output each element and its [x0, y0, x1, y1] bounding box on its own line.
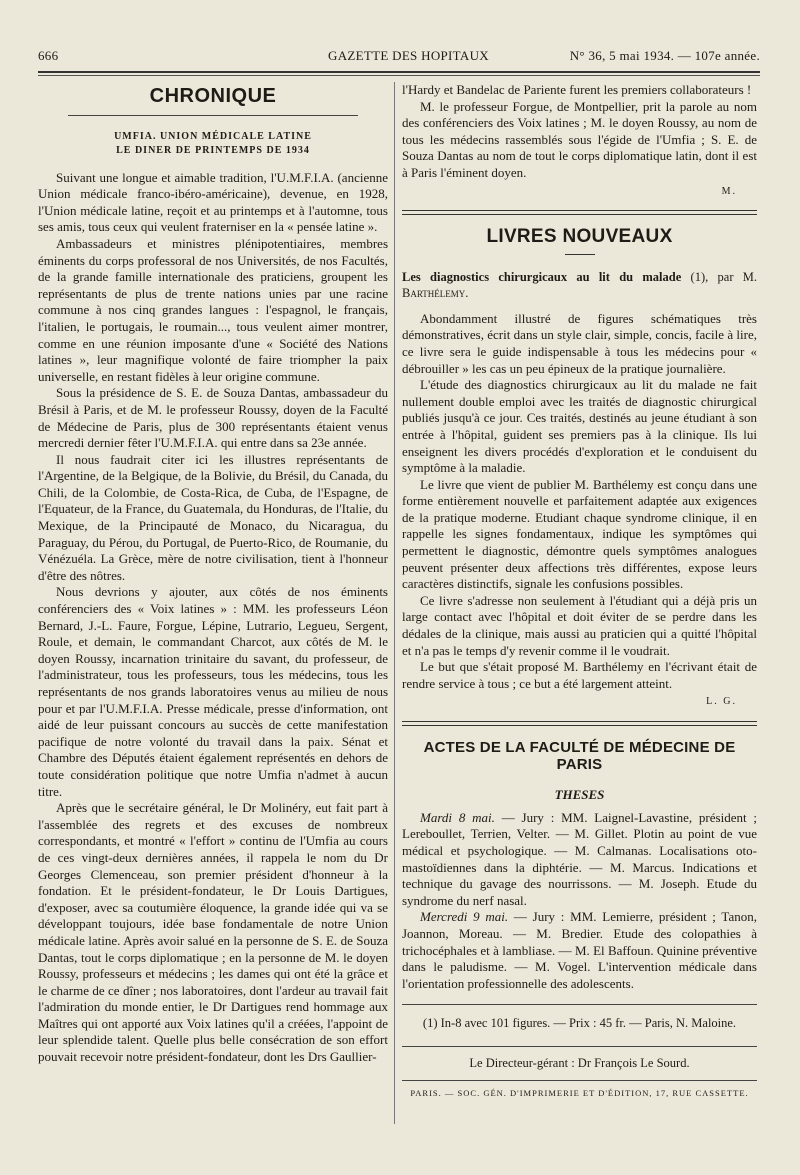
- livres-signature: L. G.: [706, 696, 737, 708]
- chronique-paragraph: Nous devrions y ajouter, aux côtés de nos éminents conférenciers des « Voix latines » : MM. les professeurs Léon Bernard, J.-L. Faure, Forgue, Lépine, Lutrario, Legueu, Sergent, Roule, et demain, le commandant Charcot, aux côtés de M. le doyen Roussy, incarnation trinitaire du savant, du professeur, de l'administrateur, tous les professeurs, tous les médecins, tous les représentants de nos grands laboratoires venus au milieu de nous pour et par l'U.M.F.I.A. Presse médicale, presse d'information, ont aidé de leur puissant concours au succès de cette manifestation pacifique de notre volonté du travail dans la paix. Sénat et Chambre des Députés étaient également représentés en dehors de toute considération politique que notre Umfia n'admet à aucun titre.: [38, 584, 388, 799]
- livres-title: LIVRES NOUVEAUX: [486, 226, 673, 248]
- chronique-rule: [68, 115, 358, 116]
- book-heading: [402, 269, 757, 301]
- chronique-paragraph: Il nous faudrait citer ici les illustres représentants de l'Argentine, de la Belgique, de la Bolivie, du Brésil, du Canada, du Chili, de la Colombie, de Costa-Rica, de Cuba, de l'Espagne, de l'Equateur, de la France, du Guatemala, du Honduras, de l'Italie, du Mexique, de la Principauté de Monaco, du Nicaragua, du Paraguay, du Pérou, du Portugal, de Puerto-Rico, de Roumanie, du Vénézuéla. La Grèce, mère de notre civilisation, tient à l'honneur d'être des nôtres.: [38, 451, 388, 583]
- printer-line: PARIS. — SOC. GÉN. D'IMPRIMERIE ET D'ÉDITION, 17, RUE CASSETTE.: [410, 1087, 749, 1098]
- footnote-rule: [402, 1004, 757, 1005]
- book-title: Les diagnostics chirurgicaux au lit du malade: [402, 269, 682, 284]
- theses-label: THESES: [554, 787, 605, 803]
- right-column: [402, 82, 757, 1101]
- chronique-cont-paragraph: M. le professeur Forgue, de Montpellier, prit la parole au nom des conférenciers des Voix latines ; M. le doyen Roussy, au nom de tous les médecins rassemblés sous l'égide de l'Umfia ; S. E. de Souza Dantas au nom de tout le corps diplomatique latin, dont il est à Paris l'éminent doyen.: [402, 98, 757, 180]
- theses-mercredi-text: — Jury : MM. Lemierre, président ; Tanon, Joannon, Moreau. — M. Bredier. Etude des colopathies à trichocéphales et à lambliase. — M. El Baffoun. Quinine préventive dans le paludisme. — M. Vogel. L'intervention médicale dans l'orientation professionnelle des adolescents.: [402, 909, 757, 991]
- journal-title: GAZETTE DES HOPITAUX: [328, 48, 489, 63]
- footnote: (1) In-8 avec 101 figures. — Prix : 45 fr. — Paris, N. Maloine.: [422, 1016, 737, 1031]
- chronique-paragraph: Après que le secrétaire général, le Dr Molinéry, eut fait part à l'assemblée des regrets et des excuses de nombreux correspondants, et montré « l'effort » continu de l'Umfia au cours de ces vingt-deux dernières années, il rappela le nom du Dr Georges Clemenceau, son premier président d'honneur à la fondation. Et le président-fondateur, le Dr Louis Dartigues, d'exposer, avec sa coutumière éloquence, la grande idée qui va se développant toujours, idée base fondamentale de notre Union médicale latine. Après avoir salué en la personne de S. E. de Souza Dantas, tout le corps diplomatique ; en la personne de M. le doyen Roussy, professeurs et médecins ; les dames qui ont été la grâce et le charme de ce dîner ; nos laboratoires, dont l'ardeur au travail fait l'admiration du monde entier, le Dr Dartigues rend hommage aux Maîtres qui ont apporté aux Voix latines qu'il a créées, l'appoint de leur splendide talent. Quelle plus belle consécration de son effort pouvait recevoir notre président-fondateur, dont les Drs Gaullier-: [38, 800, 388, 1065]
- book-author: M. Barthélemy.: [402, 269, 758, 300]
- theses-mardi-text: — Jury : MM. Laignel-Lavastine, président ; Lereboullet, Terrien, Velter. — M. Gillet. Plotin au point de vue médical et psychologique. — M. Calmanas. Localisations oto-mastoïdiennes dans la diphtérie. — M. Marcus. Indications et technique du gavage des nourrissons. — M. Joseph. Etude du syndrome du nerf nasal.: [402, 809, 757, 908]
- page-header: [38, 48, 760, 68]
- livres-paragraph: Ce livre s'adresse non seulement à l'étudiant qui a déjà pris un large contact avec l'hôpital et doit éviter de se perdre dans les dédales de la clinique, mais aussi au praticien qui a quitté l'hôpital et n'a pas le temps d'y revenir comme il le voudrait.: [402, 592, 757, 658]
- theses-mercredi: [402, 909, 757, 992]
- header-rule: [38, 71, 760, 73]
- section-rule: [402, 210, 757, 211]
- theses-mercredi-date: Mercredi 9 mai.: [420, 909, 509, 925]
- livres-paragraph: Abondamment illustré de figures schématiques très démonstratives, écrit dans un style clair, simple, concis, facile à lire, ce livre sera le guide indispensable à tous les médecins pour « débrouiller » les cas un peu épineux de la pratique journalière.: [402, 310, 757, 376]
- column-divider: [394, 82, 395, 1124]
- director-rule: [402, 1046, 757, 1047]
- chronique-paragraph: Suivant une longue et aimable tradition, l'U.M.F.I.A. (ancienne Union médicale franco-ibéro-américaine), devenue, en 1928, l'Union médicale latine, reçoit et au printemps et à l'automne, tous ses amis, tous ceux qui veulent fraterniser en la « pensée latine ».: [38, 169, 388, 235]
- theses-mardi: [402, 810, 757, 910]
- header-rule-thin: [38, 75, 760, 76]
- section-rule: [402, 721, 757, 722]
- theses-mardi-date: Mardi 8 mai.: [420, 809, 495, 825]
- book-reference: (1), par: [690, 269, 734, 284]
- page-number: 666: [38, 48, 59, 63]
- issue-info: N° 36, 5 mai 1934. — 107e année.: [569, 48, 760, 63]
- chronique-signature: M.: [721, 185, 737, 197]
- section-rule-thin: [402, 725, 757, 726]
- left-column: [38, 82, 388, 1066]
- chronique-subtitle: [38, 130, 388, 158]
- chronique-title: CHRONIQUE: [149, 85, 277, 107]
- section-rule-thin: [402, 214, 757, 215]
- livres-rule: [565, 254, 595, 255]
- actes-title: ACTES DE LA FACULTÉ DE MÉDECINE DE PARIS: [423, 739, 736, 773]
- livres-paragraph: Le livre que vient de publier M. Barthélemy est conçu dans une forme entièrement nouvelle et parfaitement adaptée aux exigences de la pratique moderne. Etudiant chaque syndrome clinique, il en rappelle les signes fondamentaux, indique les symptômes qui permettent le diagnostic, démontre quels symptômes analogues peuvent présenter deux affections très différentes, expose leurs caractères distinctifs, signale les confusions possibles.: [402, 476, 757, 592]
- chronique-paragraph: Sous la présidence de S. E. de Souza Dantas, ambassadeur du Brésil à Paris, et de M. le professeur Roussy, doyen de la Faculté de Médecine de Paris, plus de 300 représentants étaient venus mercredi dernier fêter l'U.M.F.I.A. qui entre dans sa 23e année.: [38, 385, 388, 451]
- chronique-subtitle-line2: LE DINER DE PRINTEMPS DE 1934: [116, 144, 310, 156]
- printer-rule: [402, 1080, 757, 1081]
- livres-paragraph: L'étude des diagnostics chirurgicaux au lit du malade ne fait nullement double emploi avec les traités de diagnostic chirurgical publiés jusqu'à ce jour. Ces traités, destinés au jeune étudiant à son entrée à l'hôpital, guident ses premiers pas à la clinique. Ils lui enseignent les divers procédés d'exploration et le conduisent du symptôme à la maladie.: [402, 377, 757, 476]
- chronique-paragraph: Ambassadeurs et ministres plénipotentiaires, membres éminents du corps professoral de nos Universités, de nos Facultés, de la grande famille internationale des praticiens, groupent les représentants de plus de trente nations unies par une racine commune à nos cinq grandes langues : l'espagnol, le français, l'italien, le portugais, le roumain..., tous veulent aimer montrer, comme en une réunion imposante d'une « Société des Nations latines », leur magnifique volonté de faire triompher la paix universelle, en restant fidèles à leur origine commune.: [38, 235, 388, 384]
- chronique-subtitle-line1: UMFIA. UNION MÉDICALE LATINE: [114, 130, 312, 142]
- livres-paragraph: Le but que s'était proposé M. Barthélemy en l'écrivant était de rendre service à tous ; ce but a été largement atteint.: [402, 659, 757, 691]
- chronique-cont-paragraph: l'Hardy et Bandelac de Pariente furent les premiers collaborateurs !: [402, 82, 752, 97]
- director-line: Le Directeur-gérant : Dr François Le Sourd.: [469, 1055, 690, 1070]
